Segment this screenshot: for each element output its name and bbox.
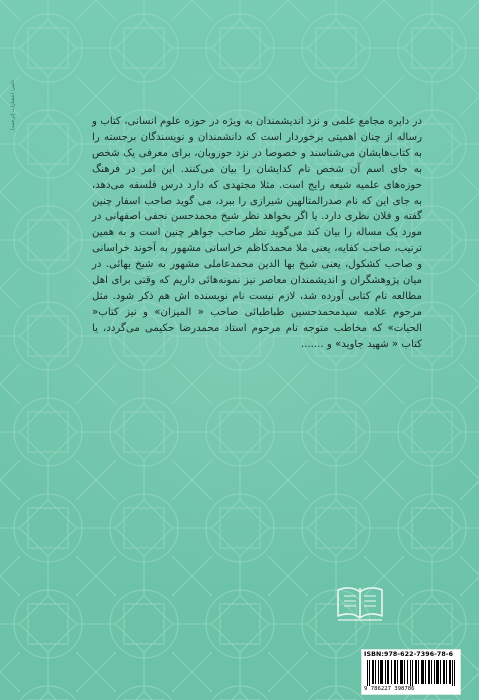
barcode-bars bbox=[366, 660, 456, 686]
body-paragraph: در دایره مجامع علمی و نزد اندیشمندان به ویژه در حوزه علوم انسانی، کتاب و رساله از چنان اهمیتی برخوردار است که دانشمندان و نویسندگان برجسته را به کتاب‌هایشان می‌شناسند و خصوصا در نزد حوزویان، برای معرفی یک شخص به جای اسم آن شخص نام کدایشان را بیان می‌کنند. این امر در فرهنگ حوزه‌های علمیه شیعه رایج است. مثلا مجتهدی که دارد درس فلسفه می‌دهد، به جای این که نام صدرالمتالهین شیرازی را ببرد، می گوید صاحب اسفار چنین گفته و فلان نظری دارد. یا اگر بخواهد نظر شیخ محمدحسن نجفی اصفهانی در مورد یک مساله را بیان کند می‌گوید نظر صاحب جواهر چنین است و به همین ترتیب، صاحب کفایه، یعنی ملا محمدکاظم خراسانی مشهور به آخوند خراسانی و صاحب کشکول، یعنی شیخ بها الدین محمدعاملی مشهور به شیخ بهائی. در میان پژوهشگران و اندیشمندان معاصر نیز نمونه‌هائی داریم که وقتی برای اهل مطالعه نام کتابی آورده شد، لازم نیست نام نویسنده اش هم ذکر شود. مثل مرحوم علامه سیدمحمدحسین طباطبائی صاحب « المیزان» و نیز کتاب« الحیات» که مخاطب متوجه نام مرحوم استاد محمدرضا حکیمی می‌گردد، یا کتاب « شهید جاوید» و ....... bbox=[92, 116, 422, 350]
barcode-box bbox=[361, 649, 461, 695]
isbn-label: ISBN:978-622-7396-78-6 bbox=[364, 651, 454, 658]
back-cover-text bbox=[92, 114, 422, 434]
side-note-text: ناشر: انتشارات (ترجمه) bbox=[10, 79, 16, 131]
open-book-quran-logo-icon bbox=[334, 582, 386, 624]
barcode-digits: 9 786227 398786 bbox=[364, 686, 415, 692]
